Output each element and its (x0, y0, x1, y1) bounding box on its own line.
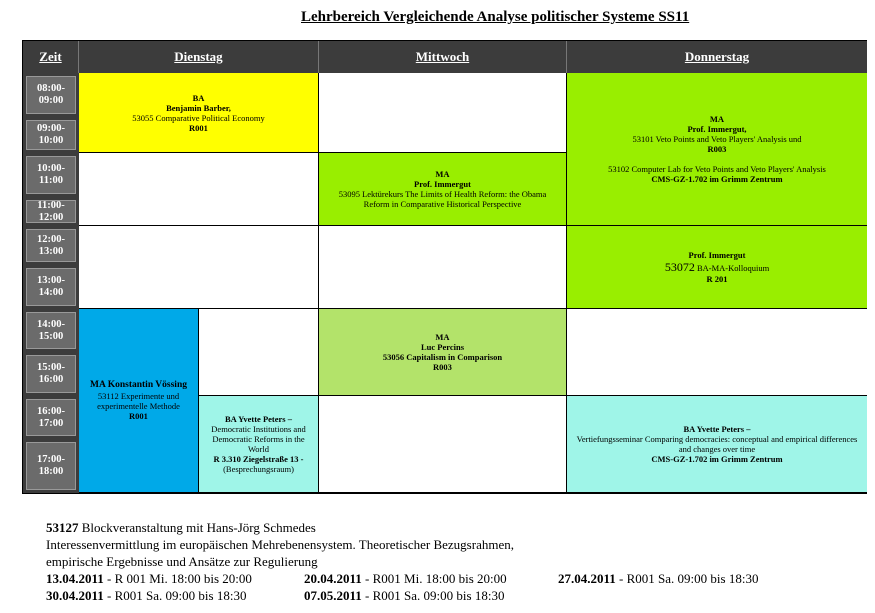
empty-slot (319, 73, 567, 153)
timetable (22, 40, 867, 494)
block-course-note: 53127 Blockveranstaltung mit Hans-Jörg Schmedes Interessenvermittlung im europäischen Mehrebenensystem. Theoretischer Bezugsrahmen, empirische Ergebnisse und Ansätze zur Regulierung 13.04.2011 - R 001 Mi. 18:00 bis 20:00 20.04.2011 - R001 Mi. 18:00 bis 20:00 27.04.2011 - R001 Sa. 09:00 bis 18:30 30.04.2011 - R001 Sa. 09:00 bis 18:30 07.05.2011 - R001 Sa. 09:00 bis 18:30 (46, 520, 759, 603)
page-title: Lehrbereich Vergleichende Analyse politischer Systeme SS11 (301, 9, 690, 25)
time-slot: 09:00- 10:00 (23, 117, 79, 153)
empty-slot (79, 153, 319, 226)
empty-slot (319, 226, 567, 309)
course-immergut-mittwoch: MA Prof. Immergut 53095 Lektürekurs The Limits of Health Reform: the Obama Reform in Comparative Historical Perspective (319, 153, 567, 226)
date-entry: 13.04.2011 - R 001 Mi. 18:00 bis 20:00 (46, 571, 252, 586)
time-slot: 14:00- 15:00 (23, 309, 79, 352)
header-donnerstag: Donnerstag (567, 41, 867, 73)
date-entry: 30.04.2011 - R001 Sa. 09:00 bis 18:30 (46, 588, 247, 603)
date-entry: 27.04.2011 - R001 Sa. 09:00 bis 18:30 (558, 571, 759, 586)
empty-slot (199, 309, 319, 396)
empty-slot (319, 396, 567, 493)
time-slot: 13:00- 14:00 (23, 265, 79, 309)
header-dienstag: Dienstag (79, 41, 319, 73)
date-entry: 20.04.2011 - R001 Mi. 18:00 bis 20:00 (304, 571, 507, 586)
time-slot: 11:00- 12:00 (23, 197, 79, 226)
course-percins: MA Luc Percins 53056 Capitalism in Comparison R003 (319, 309, 567, 396)
time-slot: 17:00- 18:00 (23, 439, 79, 493)
time-slot: 10:00- 11:00 (23, 153, 79, 197)
time-slot: 12:00- 13:00 (23, 226, 79, 265)
course-kolloquium: Prof. Immergut 53072 BA-MA-Kolloquium R 201 (567, 226, 867, 309)
block-course-number: 53127 (46, 520, 79, 535)
course-peters-donnerstag: BA Yvette Peters – Vertiefungsseminar Comparing democracies: conceptual and empirical differences and changes over time CMS-GZ-1.702 im Grimm Zentrum (567, 396, 867, 493)
course-peters-dienstag: BA Yvette Peters – Democratic Institutions and Democratic Reforms in the World R 3.310 Ziegelstraße 13 - (Besprechungsraum) (199, 396, 319, 493)
time-slot: 08:00- 09:00 (23, 73, 79, 117)
course-immergut-donnerstag: MA Prof. Immergut, 53101 Veto Points and Veto Players' Analysis und R003 53102 Computer Lab for Veto Points and Veto Players' Analysis CMS-GZ-1.702 im Grimm Zentrum (567, 73, 867, 226)
header-mittwoch: Mittwoch (319, 41, 567, 73)
header-zeit: Zeit (23, 41, 79, 73)
empty-slot (79, 226, 319, 309)
course-voessing: MA Konstantin Vössing 53112 Experimente und experimentelle Methode R001 (79, 309, 199, 493)
time-slot: 16:00- 17:00 (23, 396, 79, 439)
empty-slot (567, 309, 867, 396)
date-entry: 07.05.2011 - R001 Sa. 09:00 bis 18:30 (304, 588, 505, 603)
course-barber: BA Benjamin Barber, 53055 Comparative Political Economy R001 (79, 73, 319, 153)
time-slot: 15:00- 16:00 (23, 352, 79, 396)
